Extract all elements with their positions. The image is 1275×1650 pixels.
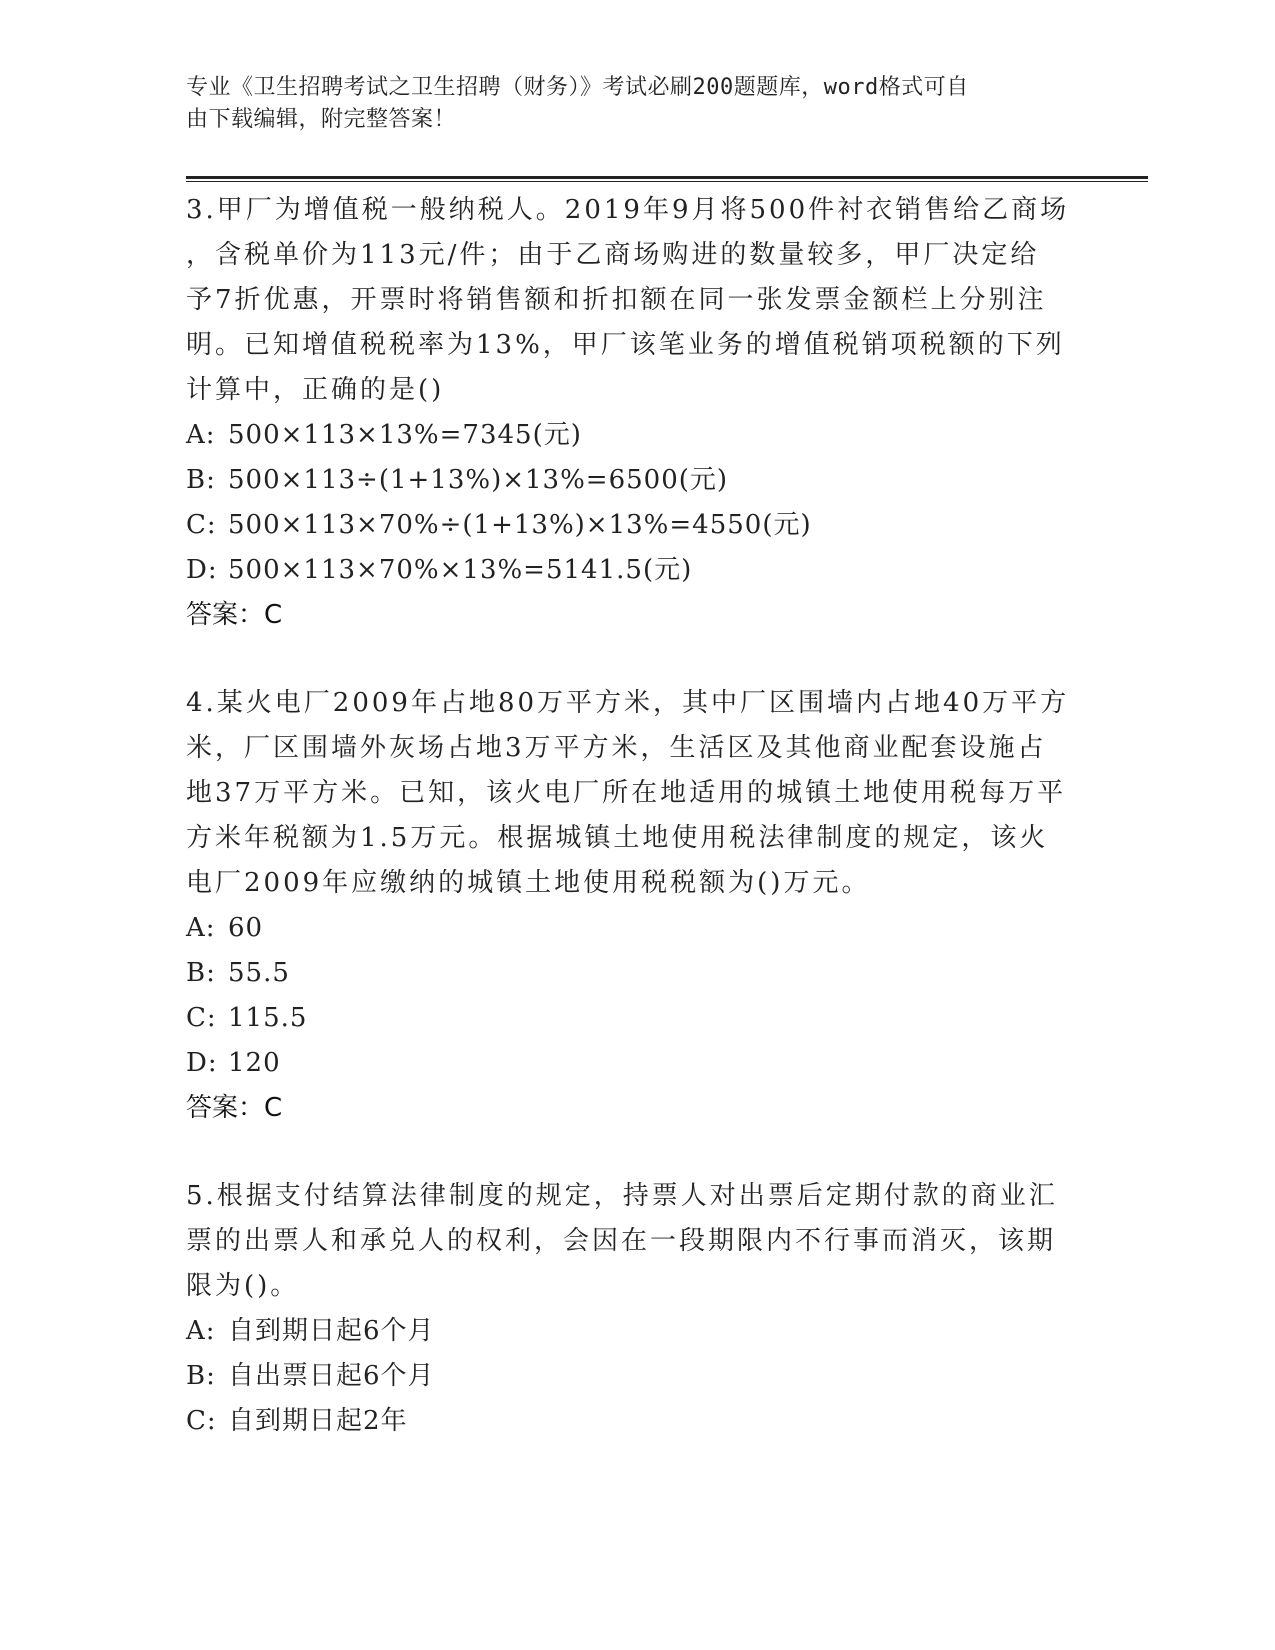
option-label: D:	[186, 555, 218, 585]
header-divider-thin	[186, 181, 1148, 182]
question-4	[186, 681, 1086, 1131]
question-list	[186, 188, 1086, 1444]
option-text: 115.5	[228, 1003, 308, 1033]
option-c	[186, 503, 1086, 548]
question-stem-line: 电厂2009年应缴纳的城镇土地使用税税额为()万元。	[186, 868, 871, 898]
option-label: A:	[186, 913, 216, 943]
option-a	[186, 906, 1086, 951]
option-text: 500×113÷(1+13%)×13%=6500(元)	[228, 465, 729, 495]
question-stem-line: ，含税单价为113元/件；由于乙商场购进的数量较多，甲厂决定给	[186, 240, 1040, 270]
option-text: 60	[228, 913, 264, 943]
answer-line: 答案：C	[186, 1093, 283, 1123]
option-label: C:	[186, 1003, 217, 1033]
question-5	[186, 1174, 1086, 1444]
answer-line: 答案：C	[186, 600, 283, 630]
option-b	[186, 951, 1086, 996]
question-stem-line: 计算中，正确的是()	[186, 375, 445, 405]
question-stem-line: 米，厂区围墙外灰场占地3万平方米，生活区及其他商业配套设施占	[186, 733, 1047, 763]
option-label: C:	[186, 1406, 217, 1436]
question-stem-line: 票的出票人和承兑人的权利，会因在一段期限内不行事而消灭，该期	[186, 1226, 1057, 1256]
question-stem-line: 明。已知增值税税率为13%，甲厂该笔业务的增值税销项税额的下列	[186, 330, 1065, 360]
option-label: B:	[186, 958, 216, 988]
option-c	[186, 996, 1086, 1041]
header-divider-thick	[186, 176, 1148, 179]
option-b	[186, 1354, 1086, 1399]
document-header	[186, 72, 1066, 136]
option-text: 自出票日起6个月	[228, 1361, 435, 1391]
option-text: 自到期日起6个月	[228, 1316, 435, 1346]
option-label: B:	[186, 465, 216, 495]
question-stem-line: 3.甲厂为增值税一般纳税人。2019年9月将500件衬衣销售给乙商场	[186, 195, 1070, 225]
option-a	[186, 413, 1086, 458]
option-d	[186, 1041, 1086, 1086]
question-stem-line: 地37万平方米。已知，该火电厂所在地适用的城镇土地使用税每万平	[186, 778, 1067, 808]
question-spacer	[186, 638, 1086, 681]
option-label: A:	[186, 420, 216, 450]
option-b	[186, 458, 1086, 503]
option-text: 自到期日起2年	[228, 1406, 408, 1436]
option-d	[186, 548, 1086, 593]
option-label: C:	[186, 510, 217, 540]
option-label: D:	[186, 1048, 218, 1078]
option-c	[186, 1399, 1086, 1444]
option-label: A:	[186, 1316, 216, 1346]
question-3	[186, 188, 1086, 638]
header-line-1: 专业《卫生招聘考试之卫生招聘（财务）》考试必刷200题题库，word格式可自	[186, 75, 969, 100]
option-text: 500×113×70%×13%=5141.5(元)	[228, 555, 693, 585]
question-stem-line: 予7折优惠，开票时将销售额和折扣额在同一张发票金额栏上分别注	[186, 285, 1047, 315]
question-stem-line: 5.根据支付结算法律制度的规定，持票人对出票后定期付款的商业汇	[186, 1181, 1058, 1211]
option-a	[186, 1309, 1086, 1354]
option-text: 55.5	[228, 958, 290, 988]
option-text: 120	[228, 1048, 281, 1078]
option-label: B:	[186, 1361, 216, 1391]
question-spacer	[186, 1131, 1086, 1174]
question-stem-line: 限为()。	[186, 1271, 300, 1301]
option-text: 500×113×70%÷(1+13%)×13%=4550(元)	[228, 510, 812, 540]
header-line-2: 由下载编辑，附完整答案！	[186, 107, 457, 132]
question-stem-line: 4.某火电厂2009年占地80万平方米，其中厂区围墙内占地40万平方	[186, 688, 1070, 718]
question-stem-line: 方米年税额为1.5万元。根据城镇土地使用税法律制度的规定，该火	[186, 823, 1049, 853]
option-text: 500×113×13%=7345(元)	[228, 420, 582, 450]
